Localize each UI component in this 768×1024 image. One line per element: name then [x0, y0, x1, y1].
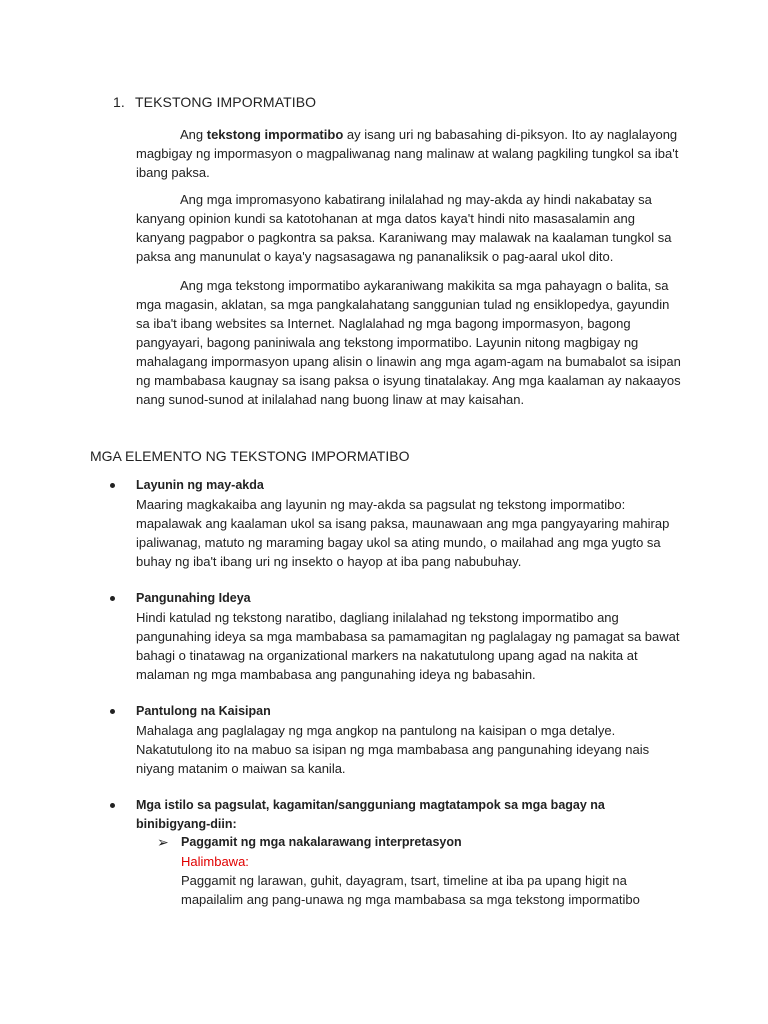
paragraph-2: Ang mga impromasyono kabatirang inilalahad ng may-akda ay hindi nakabatay sa kanyang opinion kundi sa katotohanan at mga datos kaya't hindi nito masasalamin ang kanyang pagpabor o pagkontra sa paksa. Karaniwang may malawak na kaalaman tungkol sa paksa ang manunulat o kaya'y nagsasagawa ng pananaliksik o pag-aaral ukol dito.	[136, 192, 672, 264]
paragraph-1-bold-term: tekstong impormatibo	[206, 127, 344, 142]
bullet-item-layunin	[136, 476, 681, 571]
bullet-icon	[110, 803, 115, 808]
bullet-title: Mga istilo sa pagsulat, kagamitan/sangguniang magtatampok sa mga bagay na binibigyang-diin:	[136, 798, 605, 831]
bullet-title: Pantulong na Kaisipan	[136, 704, 271, 718]
example-label: Halimbawa:	[181, 854, 249, 869]
bullet-item-mga-istilo	[136, 796, 681, 834]
paragraph-1-text: ay isang uri ng babasahing di-piksyon. Ito ay naglalayong magbigay ng impormasyon o magpaliwanag nang malinaw at walang pagkiling tungkol sa iba't ibang paksa.	[136, 127, 679, 180]
bullet-item-pangunahing-ideya	[136, 589, 681, 684]
paragraph-1-prefix: Ang	[180, 127, 207, 142]
section-number: 1.	[113, 94, 125, 110]
bullet-icon	[110, 596, 115, 601]
paragraph-3: Ang mga tekstong impormatibo aykaraniwang makikita sa mga pahayagn o balita, sa mga magasin, aklatan, sa mga pangkalahatang sanggunian tulad ng ensiklopedya, gayundin sa iba't ibang websites sa Internet. Naglalahad ng mga bagong impormasyon, bagong pangyayari, bagong paniniwala ang tekstong impormatibo. Layunin nitong magbigay ng mahalagang impormasyon upang alisin o linawin ang mga agam-agam na bumabalot sa isipan ng mambabasa kaugnay sa isang paksa o isyung tinatalakay. Ang mga kaalaman ay nakaayos nang sunod-sunod at inilalahad nang buong linaw at may kaisahan.	[136, 278, 681, 407]
section-title: TEKSTONG IMPORMATIBO	[135, 94, 317, 110]
bullet-item-pantulong-na-kaisipan	[136, 702, 681, 778]
sub-item-nakalarawang-interpretasyon	[157, 833, 681, 909]
sub-item-body: Paggamit ng larawan, guhit, dayagram, tsart, timeline at iba pa upang higit na mapailalim ang pang-unawa ng mga mambabasa sa mga tekstong impormatibo	[181, 873, 640, 907]
bullet-body: Mahalaga ang paglalagay ng mga angkop na pantulong na kaisipan o mga detalye. Nakatutulong ito na mabuo sa isipan ng mga mambabasa ang pangunahing ideyang nais niyang matanim o maiwan sa kanila.	[136, 723, 650, 776]
arrow-bullet-icon: ➢	[157, 834, 169, 850]
sub-item-title: Paggamit ng mga nakalarawang interpretasyon	[181, 835, 462, 849]
bullet-icon	[110, 709, 115, 714]
section-heading-1	[113, 93, 316, 112]
bullet-body: Maaring magkakaiba ang layunin ng may-akda sa pagsulat ng tekstong impormatibo: mapalawak ang kaalaman ukol sa isang paksa, maunawaan ang mga pangyayaring mahirap ipaliwanag, matuto ng maraming bagay ukol sa ating mundo, o mailahad ang mga yugto sa buhay ng iba't ibang uri ng insekto o hayop at iba pang nabubuhay.	[136, 497, 670, 569]
bullet-title: Pangunahing Ideya	[136, 591, 251, 605]
paragraph-1	[136, 125, 681, 182]
elements-heading: MGA ELEMENTO NG TEKSTONG IMPORMATIBO	[90, 448, 410, 464]
bullet-icon	[110, 483, 115, 488]
bullet-title: Layunin ng may-akda	[136, 478, 264, 492]
bullet-body: Hindi katulad ng tekstong naratibo, dagliang inilalahad ng tekstong impormatibo ang pangunahing ideya sa mga mambabasa sa pamamagitan ng paglalagay ng pamagat sa bawat bahagi o tinatawag na organizational markers na nakatutulong upang agad na nakita at malaman ng mga mambabasa ang pangunahing ideya ng babasahin.	[136, 610, 680, 682]
